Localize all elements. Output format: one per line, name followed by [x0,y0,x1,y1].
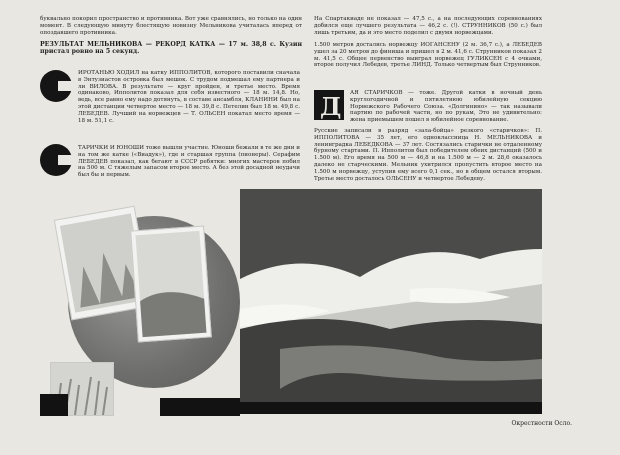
dropcap-d-icon [314,90,344,120]
section1-text: ИРОТАНЬЮ ХОДИЛ на катку ИППОЛИТОВ, которого поставили сначала в Энтузиастов островка был мешок. С трудом подмешал ему партнера и ли ВИЛОВА. В результате — круг пройден, и третье место. Время одинаково, Ипполитов показал для себя известного — 18 м. 14,8. Но, ведь, все равно ему надо дотянуть, в составе ансамбля, КЛАНИНИ был на этой дистанции четвертое место — 18 м. 39,8 с. Петелин был 18 м. 49,8 с. ЛЕБЕДЕВ. Лучший на норвежцев — Т. ОЛЬСЕН покатал место время — 18 м. 51,1 с. [78,70,300,124]
photo-caption: Окрестности Осло. [511,420,572,427]
right-intro-text: На Спартакиаде не показал — 47,5 с., а на последующих соревнованиях добился еще лучшего результата — 46,2 с. (!). СТРУННИКОВ (50 с.) был лишь третьим, да и это место поделил с двумя норвежцами. [314,16,542,36]
right-p2-text: 1.500 метров достались норвежцу ИОГАНСЕНУ (2 м. 36,7 с.), а ЛЕБЕДЕВ ушел за 20 метров до финиша и пришел в 2 м. 41,6 с. Струнников показал 2 м. 41,5 с. Общее первенство выиграл норвежец ГУЛИКСЕН с 4 очками, второе получил Лебедев, третье ЛИНД. Только четвертым был Струнников. [314,42,542,69]
dropcap-c-icon [40,70,72,102]
section2-text: ТАРИЧКИ И ЮНОШИ тоже вышли участие. Юноши бежали в те же дни и на том же катке («Виадук»), где и старшая группа (пионеры). Серафим ЛЕБЕДЕВ показал, как бегают в СССР ребятки: многих мастеров побил на 500 м. С тяжелым запасом второе место. А без этой досадной неудачи был бы и первым. [78,145,300,179]
decor-bar-left [40,394,68,416]
dropcap-letter: Д [320,92,342,121]
photo-card-2 [130,226,212,343]
left-intro-text: буквально покорил пространство и противника. Вот уже сравнялись, но только на один момент. В следующую минуту блестящую новизну Мельникова учиталась вперед от опоздавшего противника. [40,16,302,36]
right-p4-text: Русские записали в разряд «зала-бойца» резкого «старичков»: П. ИППОЛИТОВА — 35 лет, его одноклассница Н. МЕЛЬНИКОВА и ленинградка ЛЕБЕДКОВА — 37 лет. Состязались старички не отдаленному бурному стартами. П. Ипполитов был победителем обеих дистанций (500 и 1.500 м). Его время на 500 м — 46,8 и на 1.500 м — 2 м. 28,6 оказалось далеко не старческими. Мельник ухитрился пропустить второе место на 1.500 м норвежцу, уступив ему всего 0,1 сек., но в общем остался вторым. Третье место досталось ОЛЬСЕНУ и четвертое Лебедеву. [314,128,542,182]
section3-text: АЯ СТАРИЧКОВ — тоже. Другой катки в ночный день круглогодичной и пятилетнюю юбилейную секцию Норвежского Рабочего Союза. «Долгинино» — так называли партию по рабочей части, но по рукам, Это не удивительно: жена приемышем пошел в юбилейное соревнование. [350,90,542,124]
decor-bar-photo [240,402,542,414]
decor-bar-middle [160,398,240,416]
river-winter-photo [240,189,542,404]
winter-landscape-icon [131,227,210,342]
dropcap-c2-icon [40,144,72,176]
snowy-river-photo [240,189,542,404]
record-heading: РЕЗУЛЬТАТ МЕЛЬНИКОВА — РЕКОРД КАТКА — 17 м. 38,8 с. Кузин пристал ровно на 5 секунд. [40,41,302,55]
